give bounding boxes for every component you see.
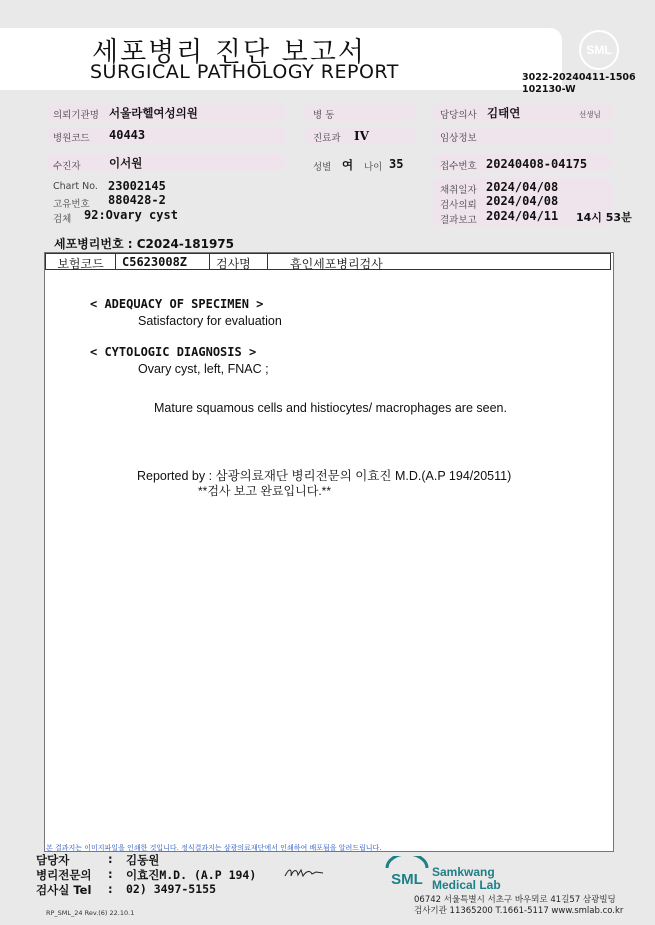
sex-label: 성별 [313,162,332,173]
code-row [45,253,611,270]
request-date-label: 검사의뢰 [440,200,477,211]
request-date-value: 2024/04/08 [486,194,559,208]
company-name-line1: Samkwang [432,865,495,879]
patient-label: 수진자 [53,161,81,172]
doctor-suffix: 선생님 [579,110,601,119]
institution-value: 서울라헬여성의원 [109,106,198,120]
insurance-code-value: C5623008Z [116,254,210,269]
svg-text:SML: SML [391,871,423,888]
sml-logo-text: SML [586,43,612,57]
doctor-value: 김태연 [487,106,521,120]
company-name-line2: Medical Lab [432,878,501,892]
report-title-korean: 세포병리 진단 보고서 [92,37,366,68]
insurance-code-label: 보험코드 [46,254,116,269]
cytology-number: 세포병리번호 : C2024-181975 [54,237,234,251]
clinical-info-label: 임상정보 [440,133,477,144]
collection-date-label: 채취일자 [440,185,477,196]
collection-date-value: 2024/04/08 [486,180,559,194]
patient-pill [46,154,286,171]
report-id-line1: 3022-20240411-1506 [522,72,636,83]
specimen-value: 92:Ovary cyst [84,208,178,222]
age-value: 35 [389,157,404,171]
age-label: 나이 [364,162,383,173]
sex-value: 여 [342,158,354,172]
doctor-label: 담당의사 [440,110,477,121]
manager-sep: : [108,852,113,866]
adequacy-title: < ADEQUACY OF SPECIMEN > [90,297,264,311]
manager-value: 김동원 [126,853,160,867]
pathologist-sep: : [108,867,113,881]
completion-note: **검사 보고 완료입니다.** [198,484,332,498]
diagnosis-title: < CYTOLOGIC DIAGNOSIS > [90,345,257,359]
footer-address [414,895,623,917]
patient-value: 이서원 [109,156,143,170]
tel-sep: : [108,882,113,896]
chart-no-label: Chart No. [53,181,98,192]
tel-value: 02) 3497-5155 [126,882,217,896]
diagnosis-text: Ovary cyst, left, FNAC ; [138,362,269,376]
sml-logo-icon [579,30,619,70]
unique-no-label: 고유번호 [53,199,90,210]
company-name [432,866,501,892]
receipt-no-label: 접수번호 [440,161,477,172]
pathologist-label: 병리전문의 [36,868,92,882]
chart-no-value: 23002145 [108,179,166,193]
finding-text: Mature squamous cells and histiocytes/ macrophages are seen. [154,401,507,415]
result-time-value: 14시 53분 [576,211,632,224]
report-id-line2: 102130-W [522,84,576,95]
reported-by: Reported by : 삼광의료재단 병리전문의 이효진 M.D.(A.P 194/20511) [137,469,512,483]
report-title-english: SURGICAL PATHOLOGY REPORT [90,61,399,83]
address-line2: 검사기관 11365200 T.1661-5117 www.smlab.co.kr [414,906,624,916]
report-body-box [44,252,614,852]
hospital-code-value: 40443 [109,128,146,142]
adequacy-text: Satisfactory for evaluation [138,314,282,328]
samkwang-logo-icon [384,856,430,892]
result-date-value: 2024/04/11 [486,209,559,223]
department-value: IV [354,129,369,143]
manager-label: 담당자 [36,853,70,867]
form-code: RP_SML_24 Rev.(6) 22.10.1 [46,909,135,917]
tel-label: 검사실 Tel [36,883,92,897]
pathologist-value: 이효진M.D. (A.P 194) [126,868,257,882]
result-date-label: 결과보고 [440,215,477,226]
unique-no-value: 880428-2 [108,193,166,207]
ward-label: 병 동 [313,110,335,121]
test-name-label: 검사명 [210,254,268,269]
report-id [522,72,652,96]
address-line1: 06742 서울특별시 서초구 바우뫼로 41길57 삼광빌딩 [414,895,616,905]
hospital-code-label: 병원코드 [53,133,90,144]
test-name-value: 흡인세포병리검사 [290,257,383,271]
specimen-label: 검체 [53,214,72,225]
receipt-no-value: 20240408-04175 [486,157,588,171]
footer-note: 본 결과지는 이미지파일을 인쇄한 것입니다. 정식결과지는 삼광의료재단에서 인쇄하여 배포됨을 알려드립니다. [46,844,382,852]
institution-label: 의뢰기관명 [53,110,99,121]
department-label: 진료과 [313,133,341,144]
signature-icon [283,864,325,880]
